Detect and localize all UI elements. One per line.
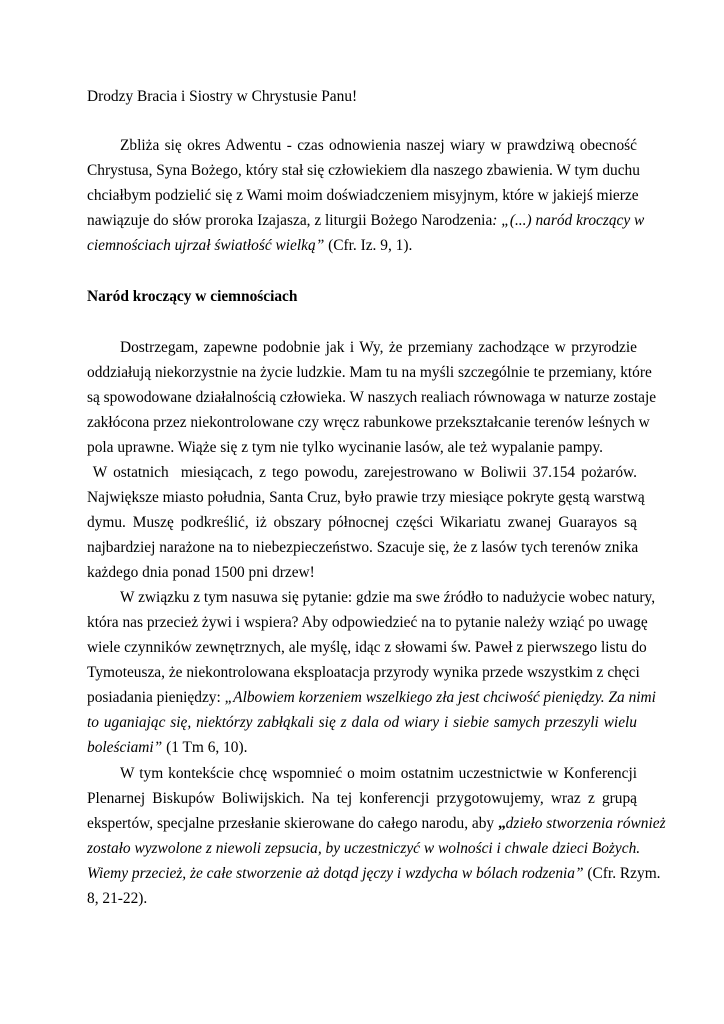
paragraph-line bbox=[87, 739, 637, 757]
citation: (Cfr. Rzym. bbox=[583, 865, 661, 882]
intro-line: chciałbym podzielić się z Wami moim doświadczeniem misyjnym, które w jakiejś mierze bbox=[87, 187, 639, 204]
citation: (1 Tm 6, 10). bbox=[162, 739, 248, 756]
paragraph-line: która nas przecież żywi i wspiera? Aby odpowiedzieć na to pytanie należy wziąć po uwagę bbox=[87, 614, 648, 631]
paragraph-line: W związku z tym nasuwa się pytanie: gdzie ma swe źródło to nadużycie wobec natury, bbox=[120, 589, 656, 606]
paragraph-line: Tymoteusza, że niekontrolowana eksploatacja przyrody wynika przede wszystkim z chęci bbox=[87, 664, 640, 681]
paragraph-text: posiadania pieniędzy: bbox=[87, 689, 225, 706]
intro-line: Chrystusa, Syna Bożego, który stał się człowiekiem dla naszego zbawienia. W tym duchu bbox=[87, 162, 640, 179]
paragraph-line: zakłócona przez niekontrolowane czy wręcz rabunkowe przekształcanie terenów leśnych w bbox=[87, 414, 650, 431]
paragraph-line bbox=[87, 714, 637, 732]
paragraph-line: Największe miasto południa, Santa Cruz, było prawie trzy miesiące pokryte gęstą warstwą bbox=[87, 489, 645, 506]
quote-text: boleściami” bbox=[87, 739, 163, 756]
paragraph-line: W tym kontekście chcę wspomnieć o moim ostatnim uczestnictwie w Konferencji bbox=[120, 765, 637, 782]
quote-text: „Albowiem korzeniem wszelkiego zła jest chciwość pieniędzy. Za nimi bbox=[224, 689, 656, 706]
intro-line bbox=[87, 212, 645, 230]
paragraph-line: W ostatnich miesiącach, z tego powodu, zarejestrowano w Boliwii 37.154 pożarów. bbox=[87, 464, 637, 481]
paragraph-line: Dostrzegam, zapewne podobnie jak i Wy, że przemiany zachodzące w przyrodzie bbox=[120, 339, 637, 356]
intro-text: nawiązuje do słów proroka Izajasza, z liturgii Bożego Narodzenia bbox=[87, 212, 493, 229]
paragraph-line bbox=[87, 865, 661, 883]
paragraph-text: ekspertów, specjalne przesłanie skierowane do całego narodu, aby bbox=[87, 815, 498, 832]
paragraph-line: Plenarnej Biskupów Boliwijskich. Na tej konferencji przygotowujemy, wraz z grupą bbox=[87, 790, 637, 807]
section-heading: Naród kroczący w ciemnościach bbox=[87, 288, 298, 305]
intro-line: Zbliża się okres Adwentu - czas odnowienia naszej wiary w prawdziwą obecność bbox=[120, 137, 637, 154]
intro-line bbox=[87, 237, 637, 255]
quote-text: to uganiając się, niektórzy zabłąkali się z dala od wiary i siebie samych przeszyli wielu bbox=[87, 714, 637, 731]
paragraph-line: są spowodowane działalnością człowieka. W naszych realiach równowaga w naturze zostaje bbox=[87, 389, 657, 406]
paragraph-line bbox=[87, 815, 666, 833]
quote-text: dzieło stworzenia również bbox=[505, 815, 666, 832]
salutation: Drodzy Bracia i Siostry w Chrystusie Panu! bbox=[87, 88, 358, 105]
paragraph-line: dymu. Muszę podkreślić, iż obszary północnej części Wikariatu zwanej Guarayos są bbox=[87, 514, 637, 531]
citation: (Cfr. Iz. 9, 1). bbox=[324, 237, 413, 254]
quote-text: zostało wyzwolone z niewoli zepsucia, by uczestniczyć w wolności i chwale dzieci Bożych. bbox=[87, 840, 641, 857]
paragraph-line: wiele czynników zewnętrznych, ale myślę, idąc z słowami św. Paweł z pierwszego listu do bbox=[87, 639, 647, 656]
paragraph-line: każdego dnia ponad 1500 pni drzew! bbox=[87, 564, 315, 581]
quote-text: ciemnościach ujrzał światłość wielką” bbox=[87, 237, 325, 254]
quote-mark: „ bbox=[497, 815, 506, 832]
paragraph-line: 8, 21-22). bbox=[87, 890, 148, 907]
quote-text: Wiemy przecież, że całe stworzenie aż dotąd jęczy i wzdycha w bólach rodzenia” bbox=[87, 865, 584, 882]
paragraph-line: najbardziej narażone na to niebezpieczeństwo. Szacuje się, że z lasów tych terenów znika bbox=[87, 539, 639, 556]
paragraph-line: oddziałują niekorzystnie na życie ludzkie. Mam tu na myśli szczególnie te przemiany, które bbox=[87, 364, 652, 381]
paragraph-line bbox=[87, 840, 641, 858]
paragraph-line bbox=[87, 689, 656, 707]
paragraph-line: pola uprawne. Wiąże się z tym nie tylko wycinanie lasów, ale też wypalanie pampy. bbox=[87, 439, 603, 456]
quote-text: : „(...) naród kroczący w bbox=[492, 212, 645, 229]
